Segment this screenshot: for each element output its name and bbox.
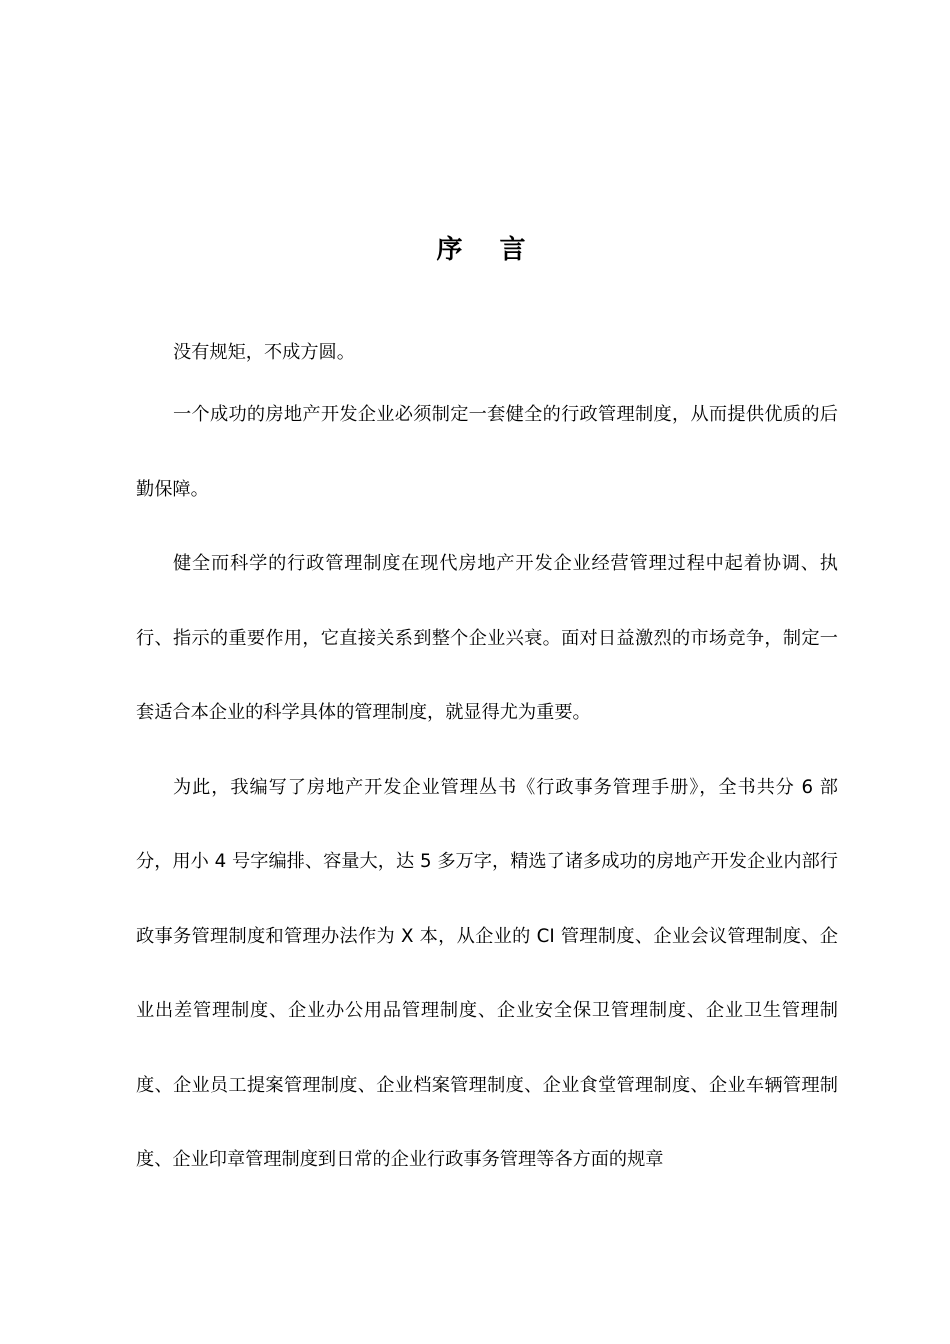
page-title: 序 言 bbox=[436, 235, 540, 265]
paragraph-2: 一个成功的房地产开发企业必须制定一套健全的行政管理制度，从而提供优质的后勤保障。 bbox=[136, 404, 838, 500]
document-body bbox=[136, 330, 838, 1198]
paragraph-1: 没有规矩，不成方圆。 bbox=[173, 342, 355, 363]
paragraph-4: 为此，我编写了房地产开发企业管理丛书《行政事务管理手册》，全书共分 6 部分，用小 4 号字编排、容量大，达 5 多万字，精选了诸多成功的房地产开发企业内部行政事务管理制度和管理办法作为 X 本，从企业的 CI 管理制度、企业会议管理制度、企业出差管理制度、企业办公用品管理制度、企业安全保卫管理制度、企业卫生管理制度、企业员工提案管理制度、企业档案管理制度、企业食堂管理制度、企业车辆管理制度、企业印章管理制度到日常的企业行政事务管理等各方面的规章 bbox=[136, 776, 838, 1170]
paragraph-3: 健全而科学的行政管理制度在现代房地产开发企业经营管理过程中起着协调、执行、指示的重要作用，它直接关系到整个企业兴衰。面对日益激烈的市场竞争，制定一套适合本企业的科学具体的管理制度，就显得尤为重要。 bbox=[136, 553, 838, 723]
